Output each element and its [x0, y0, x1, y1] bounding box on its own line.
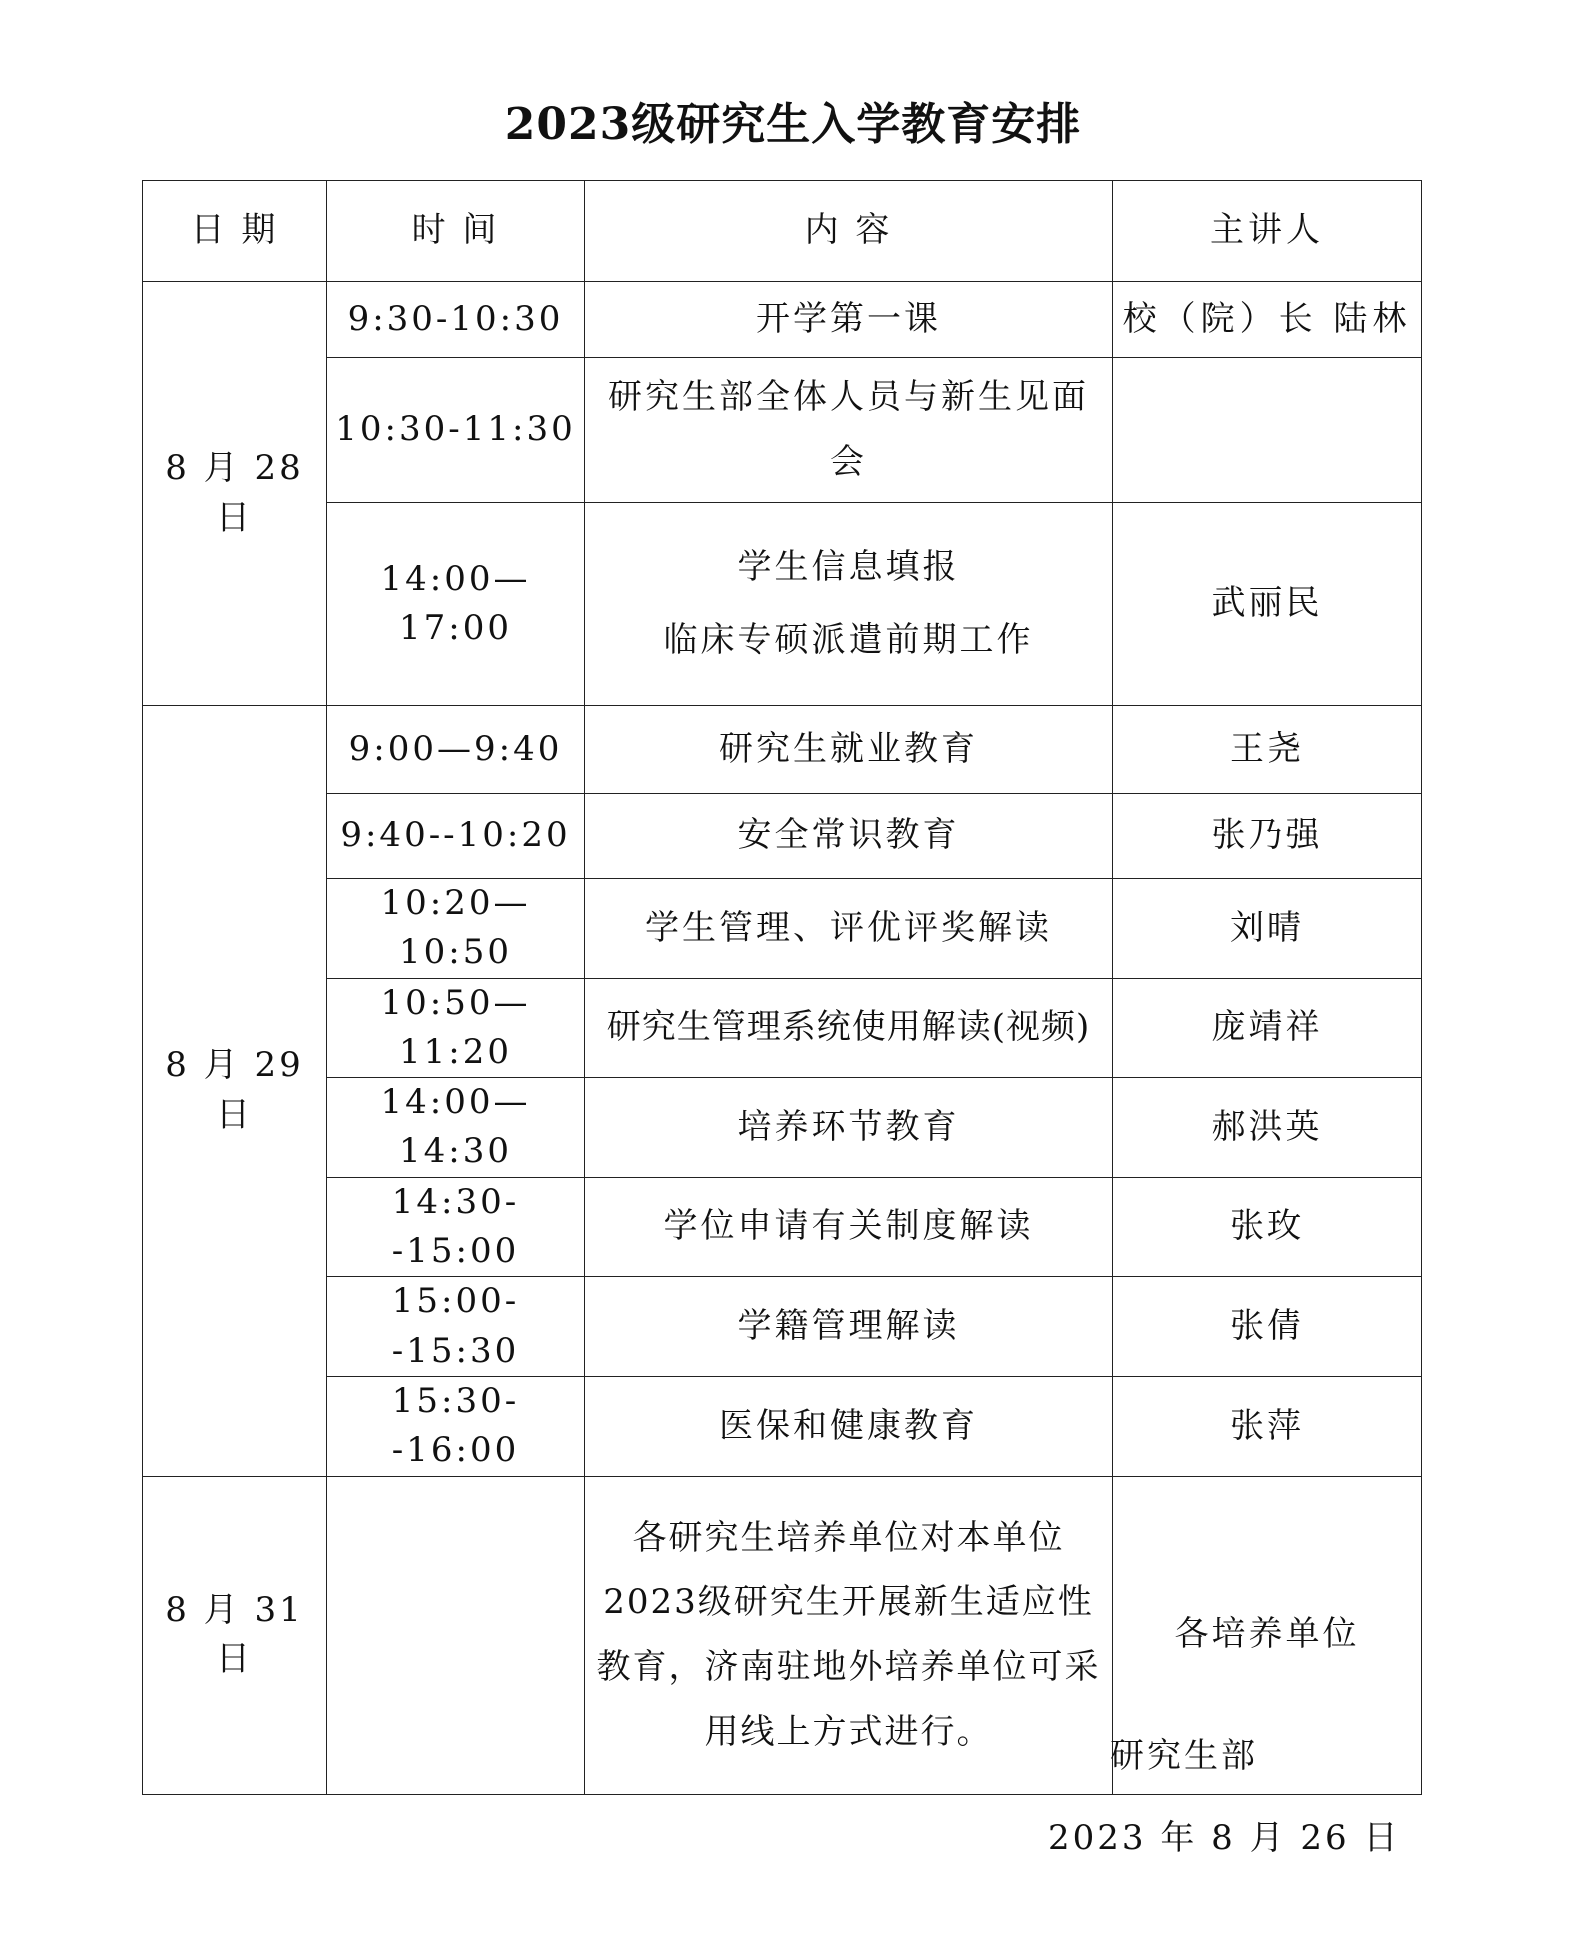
table-row	[143, 1277, 1422, 1377]
content-cell: 各研究生培养单位对本单位2023级研究生开展新生适应性教育，济南驻地外培养单位可采用线上方式进行。	[585, 1476, 1113, 1794]
document-title: 2023级研究生入学教育安排	[504, 99, 1082, 150]
date-cell: 8 月 29 日	[143, 706, 327, 1477]
speaker-cell: 王尧	[1113, 706, 1422, 794]
time-cell: 14:00—14:30	[327, 1078, 585, 1178]
content-line: 学生信息填报	[737, 546, 960, 587]
table-row	[143, 503, 1422, 706]
table-row	[143, 706, 1422, 794]
content-cell: 学生管理、评优评奖解读	[585, 879, 1113, 979]
content-cell: 研究生管理系统使用解读(视频)	[585, 978, 1113, 1078]
time-cell: 9:30-10:30	[327, 282, 585, 358]
date-cell: 8 月 28 日	[143, 282, 327, 706]
issue-date: 2023 年 8 月 26 日	[1048, 1818, 1401, 1858]
content-cell: 培养环节教育	[585, 1078, 1113, 1178]
table-row	[143, 358, 1422, 503]
content-cell: 研究生部全体人员与新生见面会	[585, 358, 1113, 503]
header-time: 时 间	[327, 181, 585, 282]
content-cell: 研究生就业教育	[585, 706, 1113, 794]
header-content: 内 容	[585, 181, 1113, 282]
time-cell	[327, 1476, 585, 1794]
speaker-cell: 郝洪英	[1113, 1078, 1422, 1178]
content-line: 临床专硕派遣前期工作	[663, 620, 1034, 660]
speaker-cell: 各培养单位	[1113, 1476, 1422, 1794]
table-row	[143, 978, 1422, 1078]
header-speaker: 主讲人	[1113, 181, 1422, 282]
speaker-cell: 刘晴	[1113, 879, 1422, 979]
content-cell: 开学第一课	[585, 282, 1113, 358]
time-cell: 14:30--15:00	[327, 1177, 585, 1277]
time-cell: 10:30-11:30	[327, 358, 585, 503]
table-row	[143, 794, 1422, 879]
schedule-table	[142, 180, 1422, 1795]
date-cell: 8 月 31 日	[143, 1476, 327, 1794]
time-cell: 14:00—17:00	[327, 503, 585, 706]
table-row	[143, 282, 1422, 358]
speaker-cell	[1113, 358, 1422, 503]
content-cell: 医保和健康教育	[585, 1376, 1113, 1476]
time-cell: 9:00—9:40	[327, 706, 585, 794]
speaker-cell: 张萍	[1113, 1376, 1422, 1476]
table-row	[143, 879, 1422, 979]
table-header-row	[143, 181, 1422, 282]
content-cell: 安全常识教育	[585, 794, 1113, 879]
time-cell: 15:00--15:30	[327, 1277, 585, 1377]
speaker-cell: 校（院）长 陆林	[1113, 282, 1422, 358]
content-cell: 学籍管理解读	[585, 1277, 1113, 1377]
time-cell: 15:30--16:00	[327, 1376, 585, 1476]
header-date: 日 期	[143, 181, 327, 282]
time-cell: 9:40--10:20	[327, 794, 585, 879]
table-row	[143, 1376, 1422, 1476]
speaker-cell: 张倩	[1113, 1277, 1422, 1377]
time-cell: 10:50—11:20	[327, 978, 585, 1078]
speaker-cell: 武丽民	[1113, 503, 1422, 706]
table-row	[143, 1177, 1422, 1277]
speaker-cell: 张乃强	[1113, 794, 1422, 879]
time-cell: 10:20—10:50	[327, 879, 585, 979]
speaker-cell: 庞靖祥	[1113, 978, 1422, 1078]
speaker-cell: 张玫	[1113, 1177, 1422, 1277]
table-row	[143, 1078, 1422, 1178]
content-cell: 学位申请有关制度解读	[585, 1177, 1113, 1277]
content-cell	[585, 503, 1113, 706]
issuing-department: 研究生部	[1110, 1736, 1258, 1776]
